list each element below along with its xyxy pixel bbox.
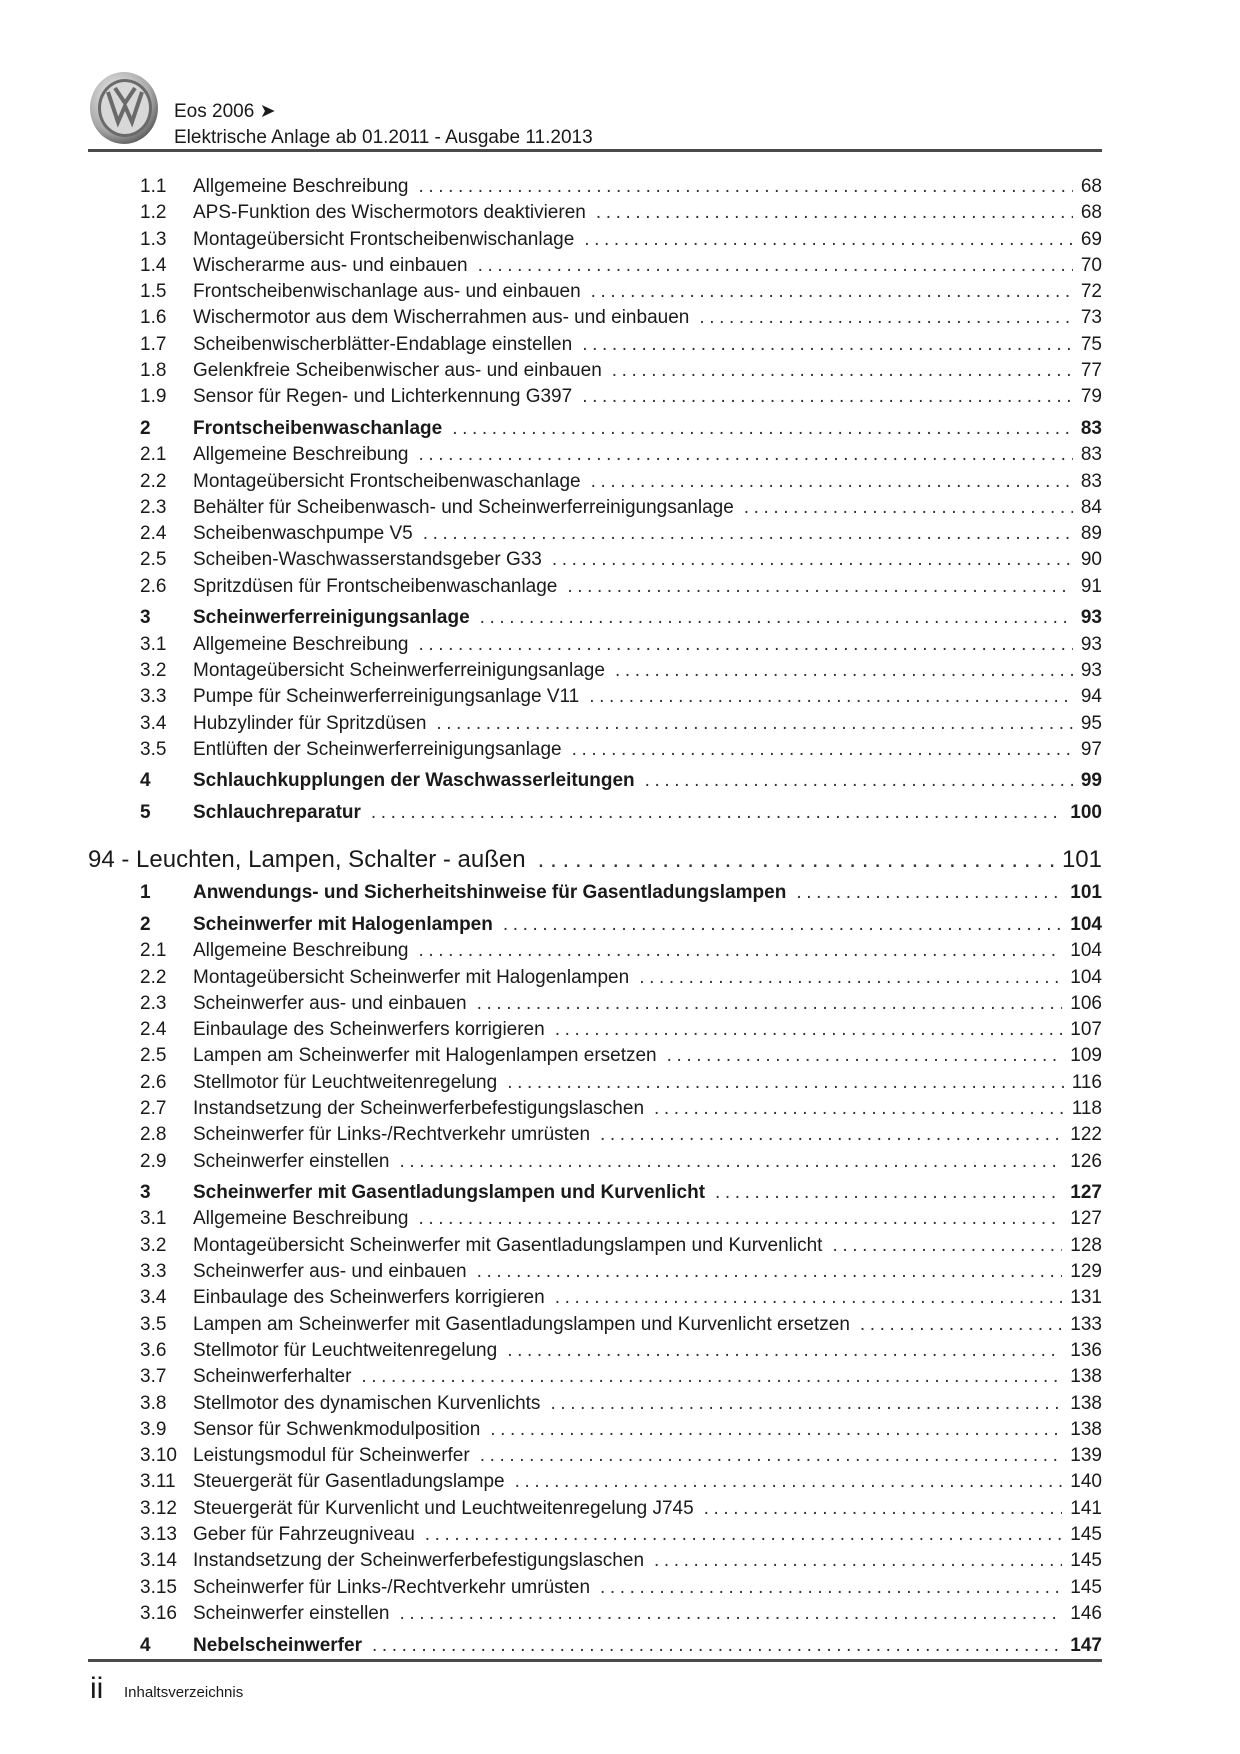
entry-page: 89 xyxy=(1080,523,1102,545)
dot-leader xyxy=(832,1235,1062,1257)
header-model: Eos 2006 ➤ xyxy=(174,101,276,122)
entry-number: 3.7 xyxy=(140,1366,167,1388)
dot-leader xyxy=(555,1287,1063,1309)
dot-leader xyxy=(596,202,1073,224)
entry-title: Einbaulage des Scheinwerfers korrigieren xyxy=(193,1287,545,1309)
entry-number: 5 xyxy=(140,802,151,824)
toc-entry[interactable] xyxy=(88,1287,1102,1313)
dot-leader xyxy=(589,686,1073,708)
dot-leader xyxy=(600,1124,1062,1146)
entry-title: Stellmotor für Leuchtweitenregelung xyxy=(193,1071,498,1093)
entry-page: 73 xyxy=(1080,307,1102,329)
entry-page: 126 xyxy=(1070,1150,1102,1172)
toc-entry[interactable] xyxy=(88,1151,1102,1177)
dot-leader xyxy=(423,523,1073,545)
table-of-contents xyxy=(88,176,1102,1661)
entry-page: 145 xyxy=(1070,1524,1102,1546)
entry-page: 93 xyxy=(1080,607,1102,629)
entry-page: 83 xyxy=(1080,417,1102,439)
entry-title: Stellmotor für Leuchtweitenregelung xyxy=(193,1339,498,1361)
toc-entry[interactable] xyxy=(88,444,1102,470)
entry-number: 2 xyxy=(140,417,151,439)
entry-title: Scheinwerfer aus- und einbauen xyxy=(193,1261,467,1283)
entry-title: Wischermotor aus dem Wischerrahmen aus- und einbauen xyxy=(193,307,690,329)
entry-number: 2.9 xyxy=(140,1150,167,1172)
toc-entry[interactable] xyxy=(88,1393,1102,1419)
toc-entry[interactable] xyxy=(88,1314,1102,1340)
entry-title: Scheiben-Waschwasserstandsgeber G33 xyxy=(193,549,542,571)
entry-page: 107 xyxy=(1070,1019,1102,1041)
entry-title: Montageübersicht Frontscheibenwaschanlage xyxy=(193,470,581,492)
dot-leader xyxy=(425,1524,1063,1546)
toc-entry[interactable] xyxy=(88,1019,1102,1045)
dot-leader xyxy=(744,497,1073,519)
entry-page: 100 xyxy=(1070,802,1102,824)
entry-title: Schlauchkupplungen der Waschwasserleitungen xyxy=(193,770,635,792)
toc-entry[interactable] xyxy=(88,523,1102,549)
entry-title: Behälter für Scheibenwasch- und Scheinwerferreinigungsanlage xyxy=(193,496,734,518)
toc-entry[interactable] xyxy=(88,660,1102,686)
dot-leader xyxy=(507,1072,1064,1094)
entry-title: Montageübersicht Scheinwerferreinigungsanlage xyxy=(193,659,605,681)
dot-leader xyxy=(418,1208,1062,1230)
toc-section[interactable] xyxy=(88,1182,1102,1208)
entry-page: 140 xyxy=(1070,1471,1102,1493)
entry-number: 4 xyxy=(140,1634,151,1656)
dot-leader xyxy=(704,1498,1063,1520)
entry-number: 3.5 xyxy=(140,1313,167,1335)
entry-page: 104 xyxy=(1070,940,1102,962)
entry-title: Frontscheibenwischanlage aus- und einbauen xyxy=(193,281,581,303)
dot-leader xyxy=(490,1419,1062,1441)
toc-entry[interactable] xyxy=(88,993,1102,1019)
dot-leader xyxy=(418,444,1072,466)
entry-number: 2 xyxy=(140,913,151,935)
entry-page: 136 xyxy=(1070,1339,1102,1361)
entry-page: 95 xyxy=(1080,712,1102,734)
dot-leader xyxy=(582,386,1073,408)
toc-chapter[interactable] xyxy=(88,846,1102,876)
entry-number: 2.8 xyxy=(140,1124,167,1146)
footer-label: Inhaltsverzeichnis xyxy=(124,1684,244,1701)
toc-entry[interactable] xyxy=(88,1524,1102,1550)
entry-number: 3.3 xyxy=(140,1261,167,1283)
entry-number: 1.3 xyxy=(140,228,167,250)
entry-number: 2.2 xyxy=(140,966,167,988)
entry-title: Scheinwerfer einstellen xyxy=(193,1150,390,1172)
dot-leader xyxy=(715,1182,1062,1204)
entry-number: 3.16 xyxy=(140,1602,177,1624)
entry-page: 75 xyxy=(1080,333,1102,355)
entry-number: 3.4 xyxy=(140,1287,167,1309)
entry-title: APS-Funktion des Wischermotors deaktivieren xyxy=(193,202,586,224)
entry-title: Steuergerät für Gasentladungslampe xyxy=(193,1471,505,1493)
entry-number: 2.2 xyxy=(140,470,167,492)
entry-title: Geber für Fahrzeugniveau xyxy=(193,1524,415,1546)
entry-title: Montageübersicht Scheinwerfer mit Gasentladungslampen und Kurvenlicht xyxy=(193,1234,823,1256)
entry-page: 68 xyxy=(1080,176,1102,197)
entry-title: Instandsetzung der Scheinwerferbefestigungslaschen xyxy=(193,1097,645,1119)
entry-title: Spritzdüsen für Frontscheibenwaschanlage xyxy=(193,575,558,597)
dot-leader xyxy=(480,1445,1063,1467)
entry-number: 3.3 xyxy=(140,686,167,708)
entry-title: Lampen am Scheinwerfer mit Gasentladungslampen und Kurvenlicht ersetzen xyxy=(193,1313,850,1335)
entry-number: 2.6 xyxy=(140,1071,167,1093)
header-divider xyxy=(88,149,1102,152)
entry-number: 1 xyxy=(140,882,151,904)
dot-leader xyxy=(477,993,1063,1015)
toc-entry[interactable] xyxy=(88,967,1102,993)
entry-title: Wischerarme aus- und einbauen xyxy=(193,254,468,276)
entry-page: 70 xyxy=(1080,254,1102,276)
dot-leader xyxy=(515,1471,1063,1493)
entry-page: 118 xyxy=(1071,1097,1102,1119)
entry-number: 2.1 xyxy=(140,444,167,466)
dot-leader xyxy=(418,940,1062,962)
entry-number: 3.2 xyxy=(140,659,167,681)
dot-leader xyxy=(507,1340,1062,1362)
entry-number: 3.14 xyxy=(140,1550,177,1572)
entry-title: Sensor für Regen- und Lichterkennung G397 xyxy=(193,386,573,408)
dot-leader xyxy=(654,1550,1062,1572)
entry-title: Allgemeine Beschreibung xyxy=(193,176,409,197)
entry-number: 3.1 xyxy=(140,633,167,655)
entry-title: Stellmotor des dynamischen Kurvenlichts xyxy=(193,1392,541,1414)
entry-page: 104 xyxy=(1070,966,1102,988)
dot-leader xyxy=(639,967,1062,989)
toc-entry[interactable] xyxy=(88,1340,1102,1366)
entry-number: 1.4 xyxy=(140,254,167,276)
entry-number: 3.12 xyxy=(140,1497,177,1519)
entry-page: 138 xyxy=(1070,1418,1102,1440)
toc-entry[interactable] xyxy=(88,1550,1102,1576)
toc-entry[interactable] xyxy=(88,1261,1102,1287)
entry-number: 2.3 xyxy=(140,496,167,518)
toc-entry[interactable] xyxy=(88,713,1102,739)
toc-entry[interactable] xyxy=(88,176,1102,202)
entry-title: Lampen am Scheinwerfer mit Halogenlampen ersetzen xyxy=(193,1045,657,1067)
toc-entry[interactable] xyxy=(88,360,1102,386)
entry-page: 129 xyxy=(1070,1261,1102,1283)
dot-leader xyxy=(600,1577,1062,1599)
dot-leader xyxy=(584,229,1073,251)
entry-page: 84 xyxy=(1080,496,1102,518)
dot-leader xyxy=(615,660,1073,682)
entry-page: 83 xyxy=(1080,444,1102,466)
entry-title: Leistungsmodul für Scheinwerfer xyxy=(193,1445,470,1467)
toc-entry[interactable] xyxy=(88,1208,1102,1234)
entry-page: 79 xyxy=(1080,386,1102,408)
entry-number: 3.10 xyxy=(140,1445,177,1467)
toc-entry[interactable] xyxy=(88,1124,1102,1150)
entry-number: 3.11 xyxy=(140,1471,176,1493)
entry-title: Sensor für Schwenkmodulposition xyxy=(193,1418,481,1440)
toc-entry[interactable] xyxy=(88,1045,1102,1071)
dot-leader xyxy=(699,307,1073,329)
entry-title: Montageübersicht Scheinwerfer mit Halogenlampen xyxy=(193,966,630,988)
entry-page: 106 xyxy=(1070,992,1102,1014)
entry-title: Scheinwerfer einstellen xyxy=(193,1602,390,1624)
dot-leader xyxy=(418,176,1072,198)
dot-leader xyxy=(477,1261,1063,1283)
dot-leader xyxy=(654,1098,1064,1120)
entry-title: 94 - Leuchten, Lampen, Schalter - außen xyxy=(88,846,526,874)
entry-number: 2.5 xyxy=(140,549,167,571)
entry-number: 1.5 xyxy=(140,281,167,303)
toc-entry[interactable] xyxy=(88,1419,1102,1445)
dot-leader xyxy=(860,1314,1062,1336)
entry-title: Allgemeine Beschreibung xyxy=(193,633,409,655)
entry-number: 2.1 xyxy=(140,940,167,962)
entry-title: Scheinwerfer mit Halogenlampen xyxy=(193,913,493,935)
footer-divider xyxy=(88,1659,1102,1662)
entry-page: 99 xyxy=(1080,770,1102,792)
entry-page: 145 xyxy=(1070,1576,1102,1598)
entry-title: Nebelscheinwerfer xyxy=(193,1634,362,1656)
entry-number: 3.15 xyxy=(140,1576,177,1598)
entry-title: Scheinwerfer für Links-/Rechtverkehr umrüsten xyxy=(193,1576,591,1598)
dot-leader xyxy=(567,576,1072,598)
entry-number: 3 xyxy=(140,607,151,629)
entry-number: 3.6 xyxy=(140,1339,167,1361)
entry-title: Scheinwerfer aus- und einbauen xyxy=(193,992,467,1014)
vw-logo xyxy=(88,70,160,146)
dot-leader xyxy=(555,1019,1063,1041)
entry-title: Hubzylinder für Spritzdüsen xyxy=(193,712,427,734)
entry-number: 3.5 xyxy=(140,738,167,760)
dot-leader xyxy=(478,255,1073,277)
entry-title: Montageübersicht Frontscheibenwischanlage xyxy=(193,228,575,250)
dot-leader xyxy=(667,1045,1063,1067)
entry-page: 133 xyxy=(1070,1313,1102,1335)
toc-section[interactable] xyxy=(88,607,1102,633)
toc-entry[interactable] xyxy=(88,281,1102,307)
dot-leader xyxy=(399,1151,1062,1173)
entry-title: Allgemeine Beschreibung xyxy=(193,1208,409,1230)
toc-section[interactable] xyxy=(88,914,1102,940)
dot-leader xyxy=(572,739,1073,761)
entry-title: Scheinwerfer mit Gasentladungslampen und Kurvenlicht xyxy=(193,1182,706,1204)
dot-leader xyxy=(418,634,1072,656)
toc-entry[interactable] xyxy=(88,1366,1102,1392)
entry-page: 128 xyxy=(1070,1234,1102,1256)
entry-title: Frontscheibenwaschanlage xyxy=(193,417,443,439)
dot-leader xyxy=(582,334,1073,356)
page-number: ii xyxy=(90,1672,104,1705)
entry-title: Allgemeine Beschreibung xyxy=(193,940,409,962)
entry-title: Scheibenwischerblätter-Endablage einstellen xyxy=(193,333,573,355)
entry-number: 1.9 xyxy=(140,386,167,408)
entry-title: Scheibenwaschpumpe V5 xyxy=(193,523,413,545)
toc-entry[interactable] xyxy=(88,1445,1102,1471)
entry-title: Gelenkfreie Scheibenwischer aus- und einbauen xyxy=(193,360,602,382)
dot-leader xyxy=(552,549,1073,571)
entry-title: Instandsetzung der Scheinwerferbefestigungslaschen xyxy=(193,1550,645,1572)
entry-title: Steuergerät für Kurvenlicht und Leuchtweitenregelung J745 xyxy=(193,1497,694,1519)
entry-page: 146 xyxy=(1070,1602,1102,1624)
entry-page: 101 xyxy=(1070,882,1102,904)
dot-leader xyxy=(452,418,1073,440)
entry-page: 68 xyxy=(1080,202,1102,224)
toc-entry[interactable] xyxy=(88,386,1102,412)
entry-page: 139 xyxy=(1070,1445,1102,1467)
entry-page: 138 xyxy=(1070,1392,1102,1414)
toc-section[interactable] xyxy=(88,802,1102,828)
dot-leader xyxy=(503,914,1062,936)
entry-page: 93 xyxy=(1080,633,1102,655)
entry-number: 2.6 xyxy=(140,575,167,597)
entry-page: 138 xyxy=(1070,1366,1102,1388)
toc-entry[interactable] xyxy=(88,1235,1102,1261)
dot-leader xyxy=(612,360,1073,382)
entry-number: 2.7 xyxy=(140,1097,167,1119)
dot-leader xyxy=(538,846,1062,874)
toc-entry[interactable] xyxy=(88,1603,1102,1629)
entry-page: 122 xyxy=(1070,1124,1102,1146)
toc-entry[interactable] xyxy=(88,686,1102,712)
dot-leader xyxy=(591,281,1073,303)
entry-page: 127 xyxy=(1070,1208,1102,1230)
entry-page: 116 xyxy=(1071,1071,1102,1093)
dot-leader xyxy=(436,713,1072,735)
entry-page: 97 xyxy=(1080,738,1102,760)
entry-page: 145 xyxy=(1070,1550,1102,1572)
dot-leader xyxy=(591,471,1073,493)
toc-entry[interactable] xyxy=(88,1498,1102,1524)
entry-page: 83 xyxy=(1080,470,1102,492)
entry-number: 1.1 xyxy=(140,176,167,197)
entry-page: 90 xyxy=(1080,549,1102,571)
entry-number: 2.4 xyxy=(140,1019,167,1041)
toc-entry[interactable] xyxy=(88,229,1102,255)
dot-leader xyxy=(796,882,1062,904)
dot-leader xyxy=(550,1393,1062,1415)
entry-title: Entlüften der Scheinwerferreinigungsanlage xyxy=(193,738,562,760)
entry-page: 109 xyxy=(1070,1045,1102,1067)
entry-number: 4 xyxy=(140,770,151,792)
entry-page: 94 xyxy=(1080,686,1102,708)
toc-entry[interactable] xyxy=(88,1577,1102,1603)
dot-leader xyxy=(399,1603,1062,1625)
toc-entry[interactable] xyxy=(88,307,1102,333)
entry-title: Scheinwerferhalter xyxy=(193,1366,352,1388)
toc-section[interactable] xyxy=(88,418,1102,444)
entry-number: 3 xyxy=(140,1182,151,1204)
entry-title: Anwendungs- und Sicherheitshinweise für Gasentladungslampen xyxy=(193,882,787,904)
entry-page: 104 xyxy=(1070,913,1102,935)
dot-leader xyxy=(480,607,1073,629)
toc-section[interactable] xyxy=(88,770,1102,796)
toc-entry[interactable] xyxy=(88,471,1102,497)
entry-title: Schlauchreparatur xyxy=(193,802,361,824)
toc-section[interactable] xyxy=(88,1635,1102,1661)
toc-entry[interactable] xyxy=(88,334,1102,360)
entry-page: 91 xyxy=(1080,575,1102,597)
entry-page: 127 xyxy=(1070,1182,1102,1204)
entry-number: 3.9 xyxy=(140,1418,167,1440)
entry-number: 3.2 xyxy=(140,1234,167,1256)
dot-leader xyxy=(371,802,1062,824)
dot-leader xyxy=(645,770,1073,792)
entry-page: 69 xyxy=(1080,228,1102,250)
entry-number: 1.6 xyxy=(140,307,167,329)
entry-title: Pumpe für Scheinwerferreinigungsanlage V11 xyxy=(193,686,580,708)
entry-number: 3.1 xyxy=(140,1208,167,1230)
entry-page: 101 xyxy=(1061,846,1102,874)
entry-page: 77 xyxy=(1080,360,1102,382)
dot-leader xyxy=(372,1635,1062,1657)
toc-entry[interactable] xyxy=(88,576,1102,602)
entry-title: Einbaulage des Scheinwerfers korrigieren xyxy=(193,1019,545,1041)
entry-number: 2.5 xyxy=(140,1045,167,1067)
entry-title: Allgemeine Beschreibung xyxy=(193,444,409,466)
toc-entry[interactable] xyxy=(88,1098,1102,1124)
toc-entry[interactable] xyxy=(88,1072,1102,1098)
entry-page: 72 xyxy=(1080,281,1102,303)
entry-title: Scheinwerfer für Links-/Rechtverkehr umrüsten xyxy=(193,1124,591,1146)
entry-number: 3.4 xyxy=(140,712,167,734)
entry-page: 93 xyxy=(1080,659,1102,681)
toc-entry[interactable] xyxy=(88,634,1102,660)
entry-page: 141 xyxy=(1070,1497,1102,1519)
toc-entry[interactable] xyxy=(88,1471,1102,1497)
entry-number: 1.8 xyxy=(140,360,167,382)
header-subtitle: Elektrische Anlage ab 01.2011 - Ausgabe 11.2013 xyxy=(174,127,593,148)
toc-entry[interactable] xyxy=(88,202,1102,228)
toc-section[interactable] xyxy=(88,882,1102,908)
toc-entry[interactable] xyxy=(88,739,1102,765)
entry-number: 1.2 xyxy=(140,202,167,224)
entry-page: 131 xyxy=(1070,1287,1102,1309)
entry-number: 2.4 xyxy=(140,523,167,545)
toc-entry[interactable] xyxy=(88,255,1102,281)
toc-entry[interactable] xyxy=(88,497,1102,523)
entry-number: 3.13 xyxy=(140,1524,177,1546)
entry-number: 3.8 xyxy=(140,1392,167,1414)
entry-title: Scheinwerferreinigungsanlage xyxy=(193,607,470,629)
toc-entry[interactable] xyxy=(88,549,1102,575)
dot-leader xyxy=(361,1366,1062,1388)
entry-page: 147 xyxy=(1070,1634,1102,1656)
entry-number: 1.7 xyxy=(140,333,167,355)
toc-entry[interactable] xyxy=(88,940,1102,966)
entry-number: 2.3 xyxy=(140,992,167,1014)
